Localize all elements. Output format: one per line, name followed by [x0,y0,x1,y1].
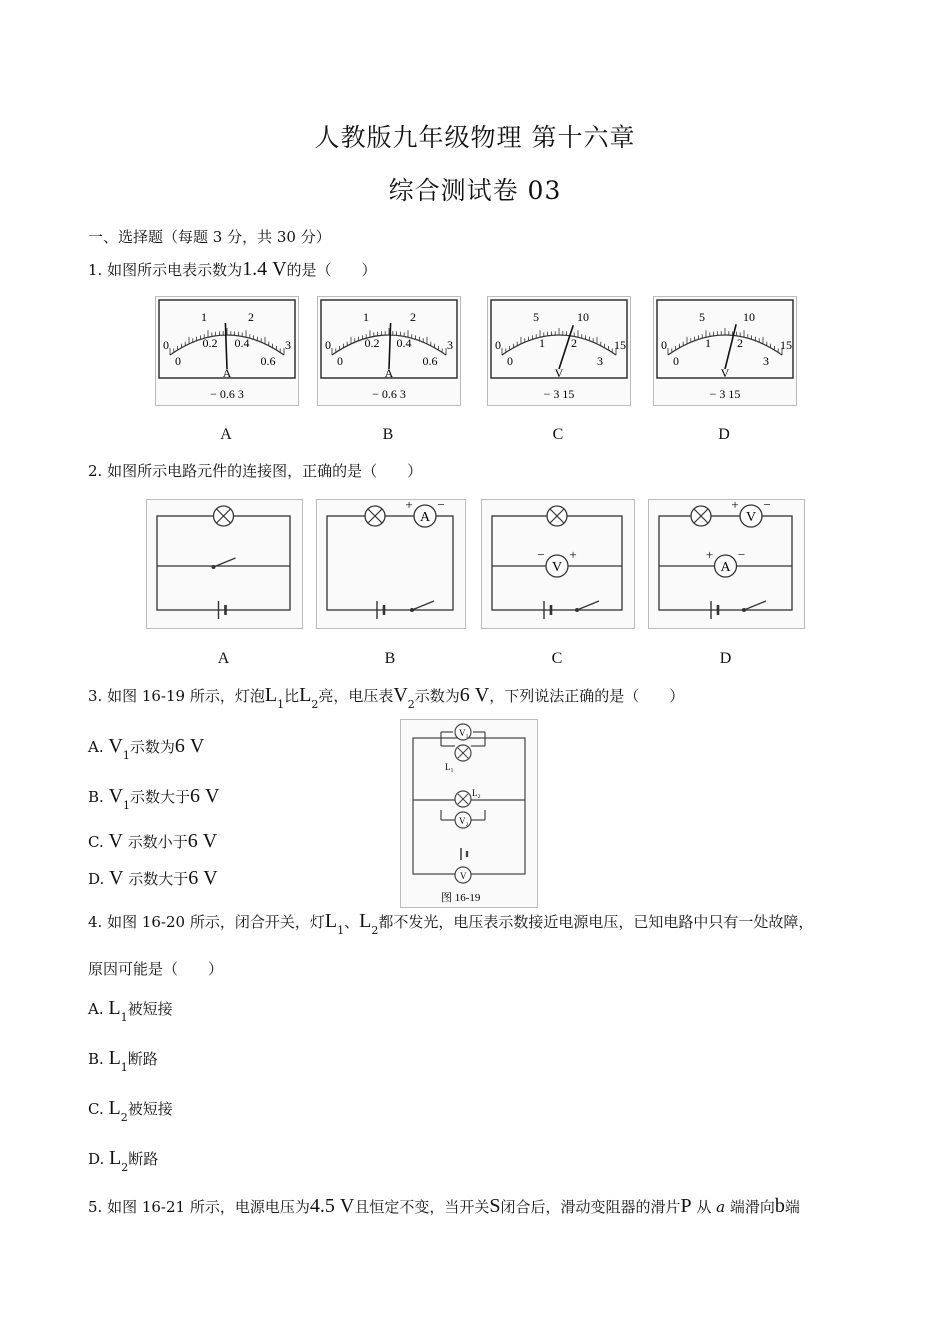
meter-sign: + [569,547,577,562]
q3-text-4: 示数为 [414,687,460,705]
fig-v-label: V [460,871,467,881]
q4-l1-sub: 1 [337,924,345,937]
option-sub: 2 [121,1161,129,1174]
scale-bottom-label: 0.4 [234,336,250,350]
figure-caption: 图 16-19 [441,892,481,904]
fig-l2-label: L₂ [472,788,481,798]
scale-inner-zero: 0 [175,354,181,368]
option-sub: 1 [123,799,131,812]
scale-top-label: 2 [248,310,254,324]
option-symbol: V [109,867,124,889]
scale-bottom-label: 0.6 [422,354,438,368]
q2-option-label: B [384,650,396,667]
scale-inner-zero: 0 [673,354,679,368]
meter-sign: + [705,547,714,562]
q4-option-c [88,1097,173,1124]
scale-top-label: 10 [743,310,755,324]
meter-sign: − [737,547,746,562]
meter-terminals: − 0.6 3 [372,387,406,401]
q3-l2-sub: 2 [311,698,319,711]
scale-bottom-label: 0.4 [396,336,412,350]
option-symbol: L [109,1147,122,1169]
scale-bottom-label: 1 [705,336,711,350]
option-prefix: D. [88,1150,105,1168]
option-sub: 1 [122,749,130,762]
option-text: 断路 [128,1150,159,1168]
q3-text-2: 比 [284,687,300,705]
q4-option-a [88,997,173,1024]
option-text: 示数小于 [127,833,188,851]
q1-suffix: 的是（ ） [286,261,377,279]
option-symbol: L [108,1097,121,1119]
option-sub: 1 [120,1061,128,1074]
q5-text-2: 且恒定不变，当开关 [354,1198,490,1216]
q5-value: 4.5 V [309,1195,355,1217]
scale-end-left: 0 [163,338,169,352]
scale-end-right: 3 [285,338,291,352]
ammeter-voltmeter-figure [155,296,299,406]
scale-top-label: 10 [577,310,589,324]
scale-top-label: 1 [363,310,369,324]
scale-bottom-label: 2 [571,336,577,350]
option-symbol: V [108,735,123,757]
meter-unit: A [384,366,394,380]
circuit-figure [316,499,466,629]
circuit-figure [481,499,635,629]
q4-option-d [88,1147,159,1174]
switch-symbol [744,601,766,610]
q2-option-label: C [551,650,563,667]
question-5 [88,1195,800,1218]
q1-option-label: A [220,426,232,443]
option-text: 示数大于 [130,788,191,806]
q3-v2-sub: 2 [407,698,415,711]
scale-end-right: 3 [447,338,453,352]
scale-end-right: 15 [614,338,626,352]
meter-letter: V [551,560,563,575]
option-prefix: A. [88,1000,104,1018]
scale-bottom-label: 0.2 [202,336,218,350]
meter-needle [725,324,736,369]
q5-text-4: 从 [696,1198,712,1216]
circuit-figure [146,499,303,629]
scale-inner-zero: 0 [337,354,343,368]
option-value: 6 V [188,867,218,889]
q4-sep: 、 [344,913,360,931]
option-symbol: V [108,785,124,807]
option-symbol: L [108,1047,121,1069]
scale-top-label: 1 [201,310,207,324]
fig-l1-label: L₁ [445,762,454,772]
q3-option-b [88,785,220,812]
question-1 [88,258,377,281]
q3-value: 6 V [459,684,490,706]
q5-b: b [774,1195,785,1217]
q4-l1: L [324,910,338,932]
meter-terminals: − 0.6 3 [210,387,244,401]
q1-option-label: D [718,426,730,443]
scale-bottom-label: 1 [539,336,545,350]
fig-v1-label: V₁ [459,728,469,738]
scale-bottom-label: 3 [597,354,603,368]
scale-top-label: 2 [410,310,416,324]
scale-bottom-label: 0.2 [364,336,380,350]
meter-letter: V [745,510,757,525]
meter-sign: − [763,500,771,512]
q1-option-label: B [382,426,394,443]
meter-sign: + [731,500,739,512]
option-symbol: V [108,830,123,852]
scale-bottom-label: 0.6 [260,354,276,368]
option-prefix: D. [88,870,105,888]
option-value: 6 V [190,785,220,807]
question-3 [88,684,685,711]
q3-option-c [88,830,217,853]
q4-text-1: 4. 如图 16-20 所示，闭合开关，灯 [88,913,325,931]
scale-end-left: 0 [661,338,667,352]
q3-l2: L [299,684,312,706]
ammeter-voltmeter-figure [487,296,631,406]
q3-v2: V [393,684,408,706]
q4-line-2: 原因可能是（ ） [88,960,224,978]
option-text: 示数大于 [128,870,189,888]
q3-option-a [88,735,205,762]
scale-end-left: 0 [495,338,501,352]
option-symbol: L [108,997,121,1019]
meter-letter: A [720,560,731,575]
q3-option-d [88,867,218,890]
scale-end-right: 15 [780,338,792,352]
ammeter-voltmeter-figure [317,296,461,406]
switch-symbol [412,601,434,610]
q1-prefix: 1. 如图所示电表示数为 [88,261,243,279]
q3-text-3: 亮，电压表 [318,687,394,705]
option-sub: 2 [120,1111,128,1124]
scale-top-label: 5 [699,310,705,324]
scale-top-label: 5 [533,310,539,324]
option-prefix: B. [88,1050,104,1068]
q1-value: 1.4 V [242,258,287,280]
q1-option-label: C [552,426,564,443]
option-text: 被短接 [127,1000,173,1018]
q4-l2-sub: 2 [371,924,379,937]
page-title: 人教版九年级物理 第十六章 [314,123,636,152]
question-2: 2. 如图所示电路元件的连接图，正确的是（ ） [88,462,423,480]
fig-v2-label: V₂ [459,816,469,826]
q5-p: P [680,1195,692,1217]
page-subtitle: 综合测试卷 03 [388,176,562,205]
option-prefix: C. [88,833,104,851]
meter-sign: − [537,547,545,562]
circuit-figure [648,499,805,629]
section-heading: 一、选择题（每题 3 分，共 30 分） [88,228,331,246]
option-value: 6 V [174,735,205,757]
option-prefix: C. [88,1100,104,1118]
q5-text-6: 端 [784,1198,800,1216]
figure-16-19 [400,719,538,908]
scale-end-left: 0 [325,338,331,352]
q5-a: a [716,1198,726,1216]
option-sub: 1 [120,1011,128,1024]
q5-text-5: 端滑向 [729,1198,775,1216]
option-prefix: B. [88,788,104,806]
option-prefix: A. [88,738,104,756]
option-text: 断路 [127,1050,158,1068]
meter-unit: V [720,366,730,380]
scale-bottom-label: 3 [763,354,769,368]
scale-inner-zero: 0 [507,354,513,368]
q4-text-2: 都不发光，电压表示数接近电源电压，已知电路中只有一处故障， [378,913,814,931]
meter-terminals: − 3 15 [543,387,575,401]
option-text: 示数为 [129,738,175,756]
q3-text-1: 3. 如图 16-19 所示，灯泡 [88,687,265,705]
meter-unit: A [222,366,232,380]
meter-sign: − [437,500,445,512]
question-4 [88,910,814,937]
q5-text-1: 5. 如图 16-21 所示，电源电压为 [88,1198,310,1216]
q5-text-3: 闭合后，滑动变阻器的滑片 [500,1198,681,1216]
meter-letter: A [419,510,431,525]
meter-terminals: − 3 15 [709,387,741,401]
option-value: 6 V [187,830,218,852]
scale-bottom-label: 2 [737,336,743,350]
q5-s: S [489,1195,501,1217]
q4-option-b [88,1047,158,1074]
switch-symbol [577,601,599,610]
q3-text-5: ，下列说法正确的是（ ） [489,687,685,705]
q2-option-label: D [719,650,732,667]
option-text: 被短接 [127,1100,173,1118]
q2-option-label: A [217,650,230,667]
q3-l1-sub: 1 [277,698,285,711]
meter-sign: + [405,500,413,512]
meter-unit: V [554,366,564,380]
q4-l2: L [359,910,372,932]
q3-l1: L [264,684,278,706]
ammeter-voltmeter-figure [653,296,797,406]
